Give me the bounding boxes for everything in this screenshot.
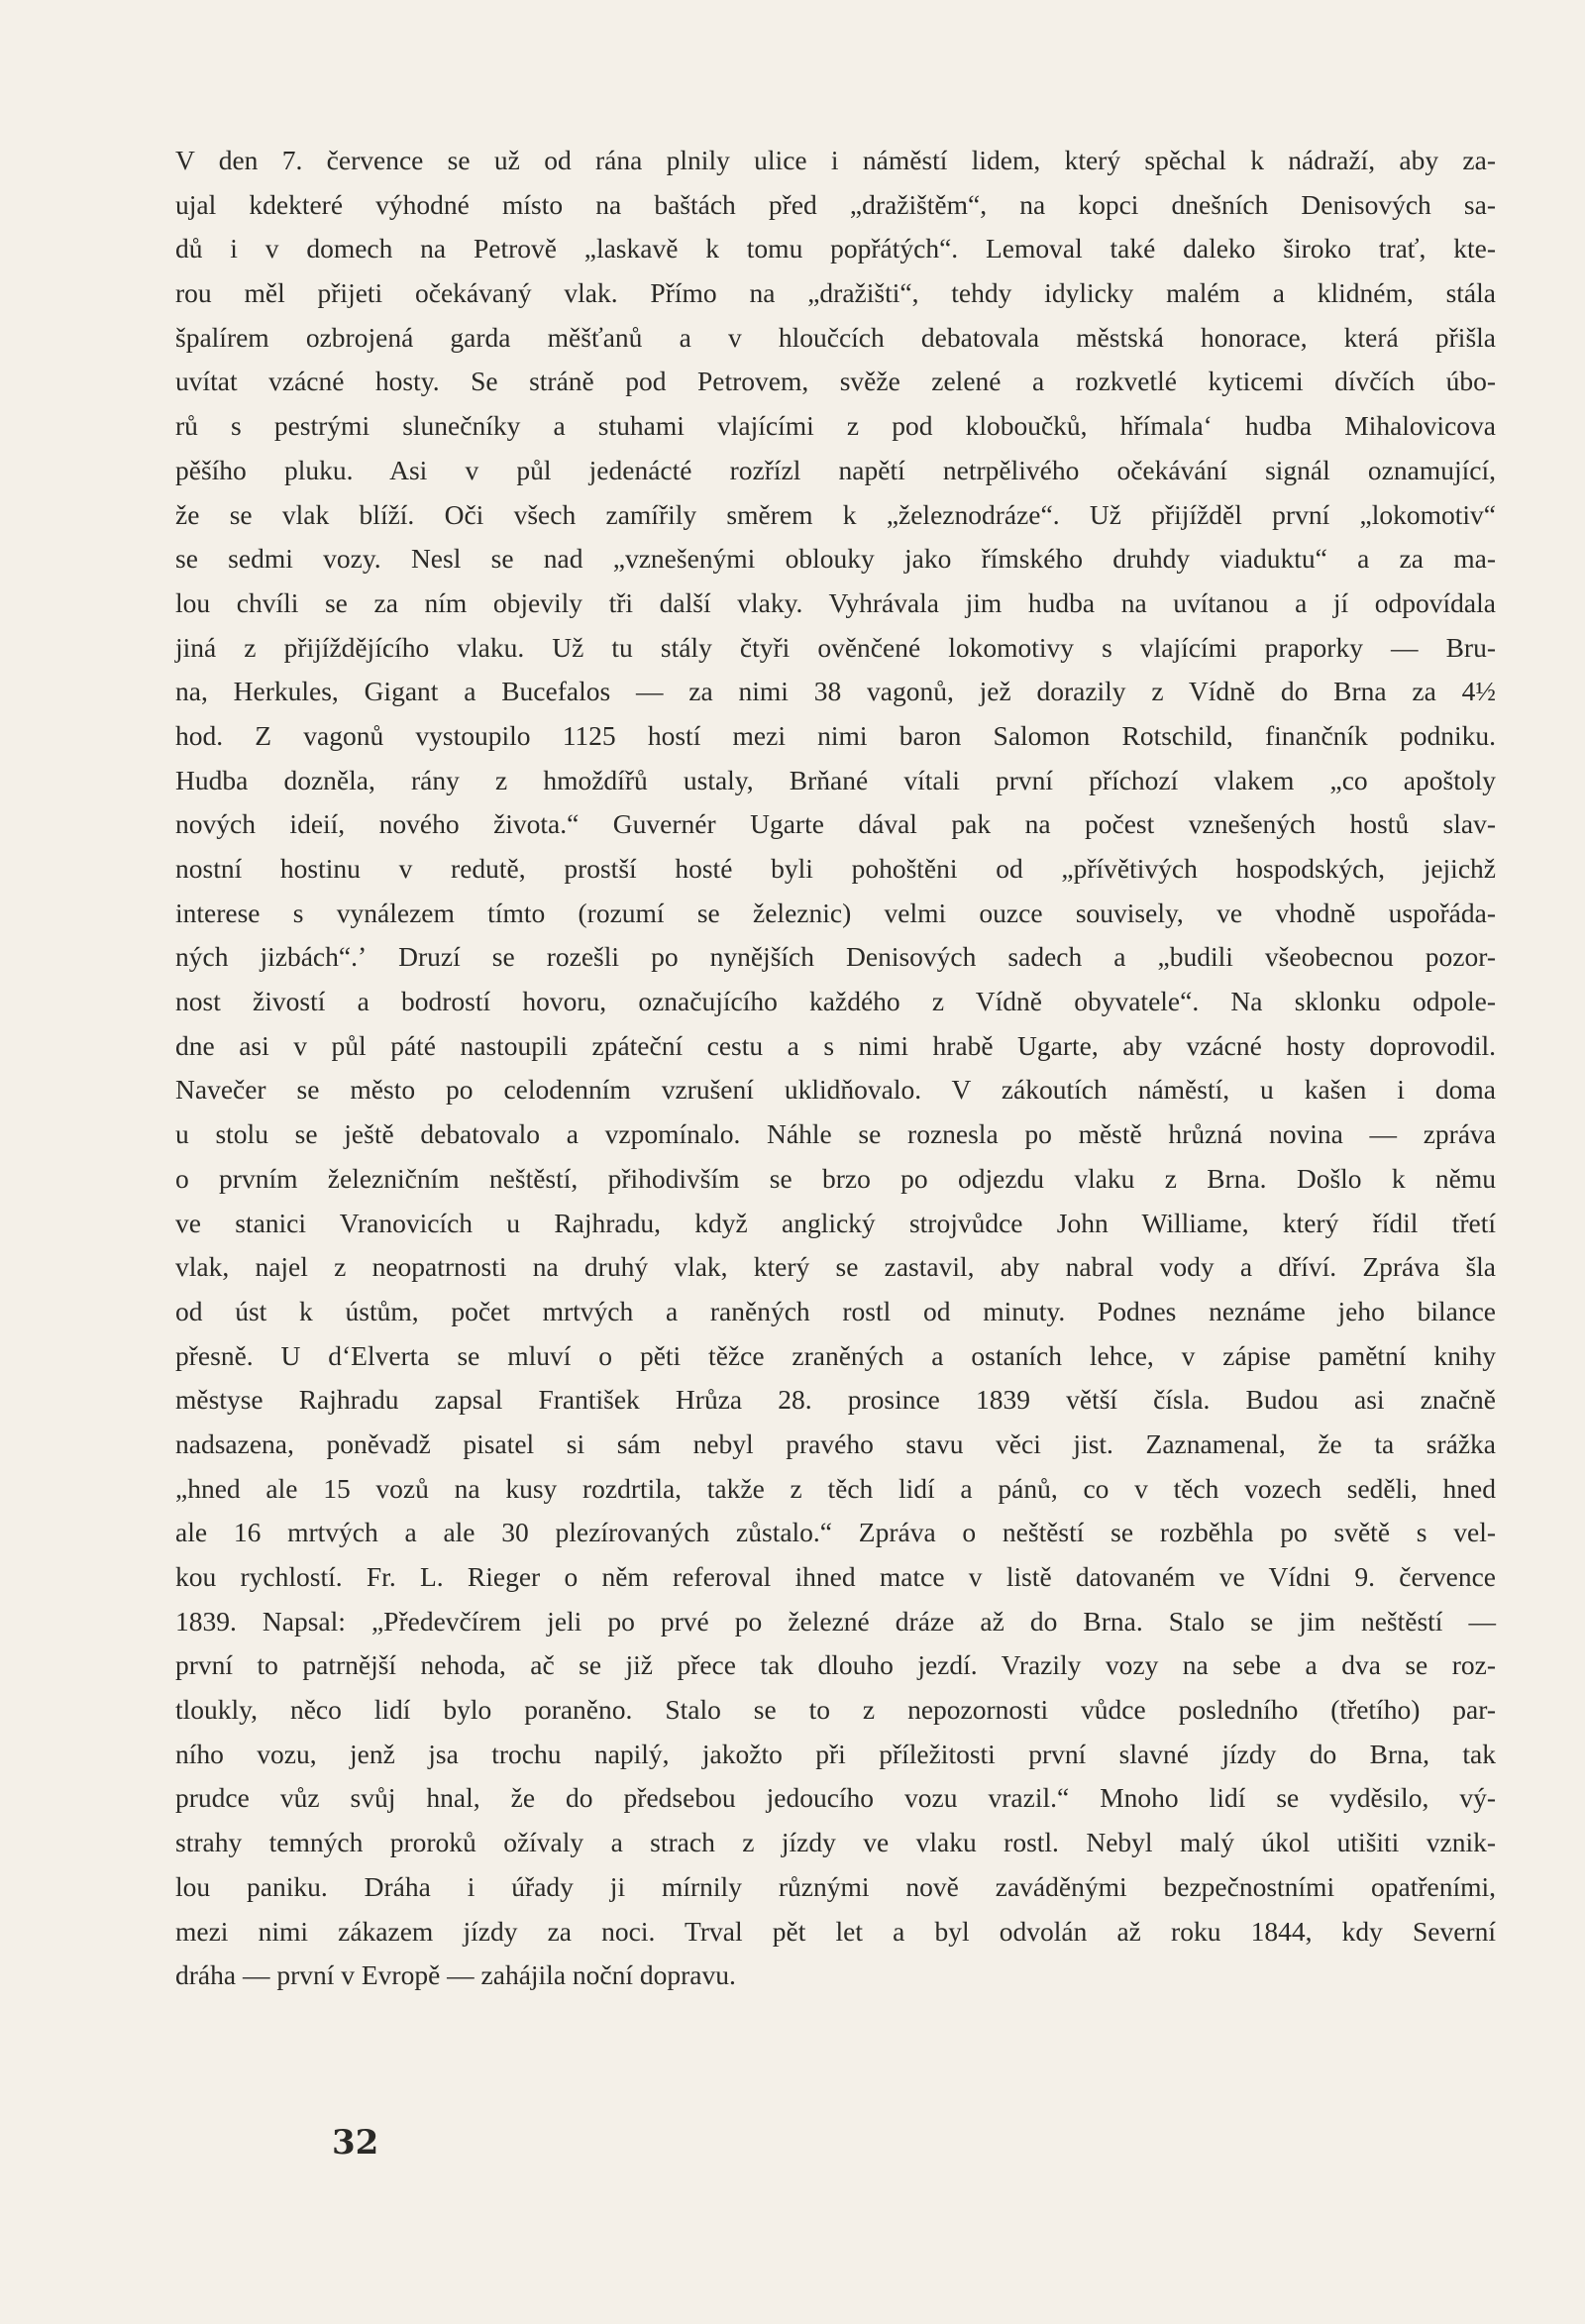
text-line: první to patrnější nehoda, ač se již přece tak dlouho jezdí. Vrazily vozy na sebe a dva se roz- bbox=[175, 1649, 1496, 1681]
text-line: ných jizbách“.ʼ Druzí se rozešli po nynějších Denisových sadech a „budili všeobecnou pozor- bbox=[175, 941, 1496, 973]
text-line: Navečer se město po celodenním vzrušení uklidňovalo. V zákoutích náměstí, u kašen i doma bbox=[175, 1074, 1496, 1106]
text-line: ujal kdekteré výhodné místo na baštách před „dražištěm“, na kopci dnešních Denisových sa- bbox=[175, 188, 1496, 220]
text-line: dů i v domech na Petrově „laskavě k tomu popřátých“. Lemoval také daleko široko trať, kte- bbox=[175, 233, 1496, 264]
text-line: Hudba dozněla, rány z hmoždířů ustaly, Brňané vítali první příchozí vlakem „co apoštoly bbox=[175, 764, 1496, 795]
text-line: u stolu se ještě debatovalo a vzpomínalo. Náhle se roznesla po městě hrůzná novina — zpráva bbox=[175, 1118, 1496, 1150]
text-line: mezi nimi zákazem jízdy za noci. Trval pět let a byl odvolán až roku 1844, kdy Severní bbox=[175, 1915, 1496, 1947]
text-line: hod. Z vagonů vystoupilo 1125 hostí mezi nimi baron Salomon Rotschild, finančník podniku. bbox=[175, 719, 1496, 751]
text-line: přesně. U d‘Elverta se mluví o pěti těžce zraněných a ostaních lehce, v zápise pamětní knihy bbox=[175, 1339, 1496, 1371]
text-line: že se vlak blíží. Oči všech zamířily směrem k „železnodráze“. Už přijížděl první „lokomotiv“ bbox=[175, 498, 1496, 530]
text-line: rou měl přijeti očekávaný vlak. Přímo na „dražišti“, tehdy idylicky malém a klidném, stála bbox=[175, 277, 1496, 309]
text-line: nost živostí a bodrostí hovoru, označujícího každého z Vídně obyvatele“. Na sklonku odpole- bbox=[175, 986, 1496, 1017]
text-line: nostní hostinu v redutě, prostší hosté byli pohoštěni od „přívětivých hospodských, jejichž bbox=[175, 853, 1496, 884]
text-line: ního vozu, jenž jsa trochu napilý, jakožto při příležitosti první slavné jízdy do Brna, tak bbox=[175, 1738, 1496, 1769]
text-line: pěšího pluku. Asi v půl jedenácté rozřízl napětí netrpělivého očekávání signál oznamující, bbox=[175, 454, 1496, 485]
text-line: dne asi v půl páté nastoupili zpáteční cestu a s nimi hrabě Ugarte, aby vzácné hosty doprovodil. bbox=[175, 1029, 1496, 1061]
text-line: ve stanici Vranovicích u Rajhradu, když anglický strojvůdce John Williame, který řídil třetí bbox=[175, 1207, 1496, 1238]
text-line: dráha — první v Evropě — zahájila noční dopravu. bbox=[175, 1959, 736, 1991]
text-line: ale 16 mrtvých a ale 30 plezírovaných zůstalo.“ Zpráva o neštěstí se rozběhla po světě s vel- bbox=[175, 1517, 1496, 1548]
text-line: o prvním železničním neštěstí, přihodivším se brzo po odjezdu vlaku z Brna. Došlo k němu bbox=[175, 1162, 1496, 1194]
text-line: lou chvíli se za ním objevily tři další vlaky. Vyhrávala jim hudba na uvítanou a jí odpovídala bbox=[175, 586, 1496, 618]
text-line: vlak, najel z neopatrnosti na druhý vlak, který se zastavil, aby nabral vody a dříví. Zpráva šla bbox=[175, 1251, 1496, 1283]
text-line: na, Herkules, Gigant a Bucefalos — za nimi 38 vagonů, jež dorazily z Vídně do Brna za 4½ bbox=[175, 676, 1496, 707]
text-line: uvítat vzácné hosty. Se stráně pod Petrovem, svěže zelené a rozkvetlé kyticemi dívčích úbo- bbox=[175, 366, 1496, 397]
text-line: městyse Rajhradu zapsal František Hrůza 28. prosince 1839 větší čísla. Budou asi značně bbox=[175, 1384, 1496, 1416]
text-line: „hned ale 15 vozů na kusy rozdrtila, takže z těch lidí a pánů, co v těch vozech seděli, hned bbox=[175, 1472, 1496, 1504]
text-line: prudce vůz svůj hnal, že do předsebou jedoucího vozu vrazil.“ Mnoho lidí se vyděsilo, vý- bbox=[175, 1782, 1496, 1814]
text-line: 1839. Napsal: „Předevčírem jeli po prvé po železné dráze až do Brna. Stalo se jim neštěstí — bbox=[175, 1605, 1496, 1637]
text-line: jiná z přijíždějícího vlaku. Už tu stály čtyři ověnčené lokomotivy s vlajícími praporky — Bru- bbox=[175, 631, 1496, 663]
text-line: nových ideií, nového života.“ Guvernér Ugarte dával pak na počest vznešených hostů slav- bbox=[175, 808, 1496, 840]
text-line: lou paniku. Dráha i úřady ji mírnily různými nově zaváděnými bezpečnostními opatřeními, bbox=[175, 1870, 1496, 1902]
text-line: V den 7. července se už od rána plnily ulice i náměstí lidem, který spěchal k nádraží, aby za- bbox=[175, 145, 1496, 175]
text-line: se sedmi vozy. Nesl se nad „vznešenými oblouky jako římského druhdy viaduktu“ a za ma- bbox=[175, 543, 1496, 575]
text-line: kou rychlostí. Fr. L. Rieger o něm referoval ihned matce v listě datovaném ve Vídni 9. července bbox=[175, 1561, 1496, 1592]
text-line: rů s pestrými slunečníky a stuhami vlajícími z pod kloboučků, hřímala‘ hudba Mihalovicova bbox=[175, 410, 1496, 442]
page-number: 32 bbox=[332, 2123, 379, 2163]
text-line: od úst k ústům, počet mrtvých a raněných rostl od minuty. Podnes neznáme jeho bilance bbox=[175, 1295, 1496, 1326]
body-paragraph bbox=[175, 139, 1496, 1998]
text-line: nadsazena, poněvadž pisatel si sám nebyl pravého stavu věci jist. Zaznamenal, že ta srážka bbox=[175, 1427, 1496, 1459]
text-line: strahy temných proroků ožívaly a strach z jízdy ve vlaku rostl. Nebyl malý úkol utišiti vznik- bbox=[175, 1827, 1496, 1858]
text-line: interese s vynálezem tímto (rozumí se železnic) velmi ouzce souvisely, ve vhodně uspořáda- bbox=[175, 897, 1496, 928]
text-line: tloukly, něco lidí bylo poraněno. Stalo se to z nepozornosti vůdce posledního (třetího) par- bbox=[175, 1694, 1496, 1726]
text-line: špalírem ozbrojená garda měšťanů a v hloučcích debatovala městská honorace, která přišla bbox=[175, 321, 1496, 353]
